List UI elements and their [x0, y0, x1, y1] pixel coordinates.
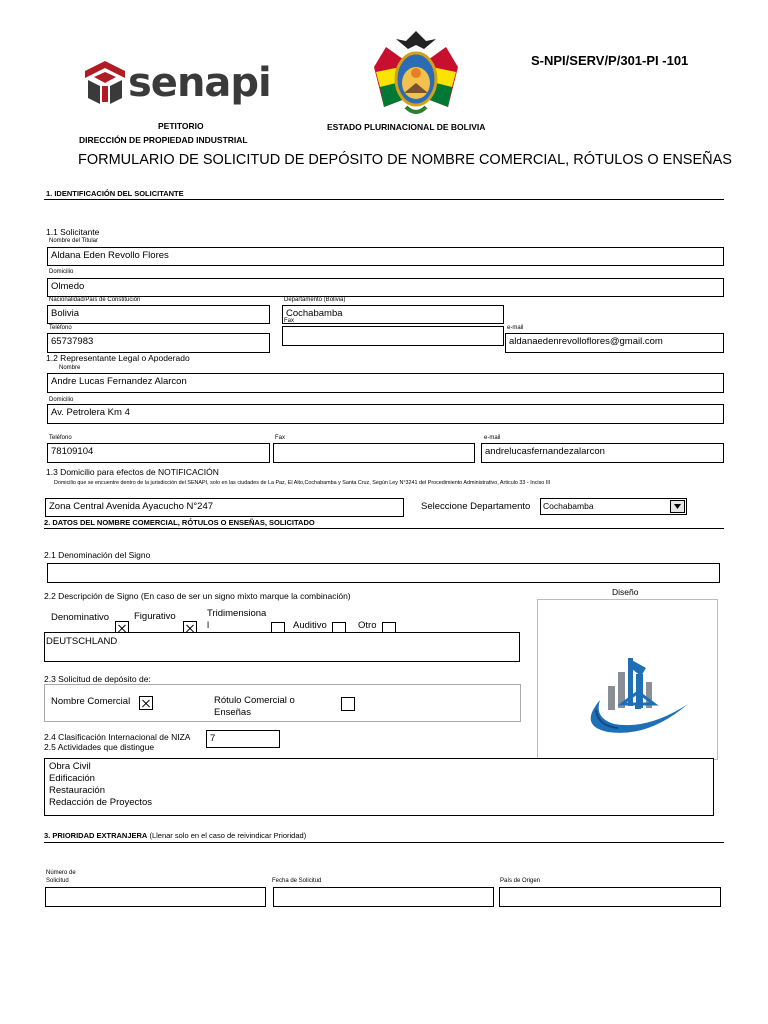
fecha-solicitud-field[interactable] [273, 887, 494, 907]
email-field[interactable]: aldanaedenrevolloflores@gmail.com [505, 333, 724, 353]
rep-telefono-label: Teléfono [49, 435, 72, 441]
rep-domicilio-field[interactable]: Av. Petrolera Km 4 [47, 404, 724, 424]
direccion-label: DIRECCIÓN DE PROPIEDAD INDUSTRIAL [79, 135, 248, 145]
rep-fax-label: Fax [275, 435, 286, 441]
domicilio-label: Domicilio [49, 269, 74, 275]
estado-label: ESTADO PLURINACIONAL DE BOLIVIA [327, 122, 486, 132]
section3-rule [44, 842, 724, 843]
rep-nombre-label: Nombre [59, 365, 81, 371]
nombre-comercial-label: Nombre Comercial [51, 696, 131, 707]
tridimensional-label-2: l [207, 620, 210, 631]
departamento-field[interactable]: Cochabamba [282, 305, 504, 324]
actividad-item: Redacción de Proyectos [49, 797, 152, 808]
telefono-label: Teléfono [49, 325, 72, 331]
coat-of-arms-image [366, 27, 466, 119]
denominacion-field[interactable] [47, 563, 720, 583]
senapi-logo [80, 58, 270, 110]
senapi-logo-text: senapi [128, 60, 271, 106]
rotulo-label-2: Enseñas [214, 707, 251, 718]
solicitud-label: 2.3 Solicitud de depósito de: [44, 674, 151, 684]
denominativo-label: Denominativo [51, 612, 110, 623]
section2-title: 2. DATOS DEL NOMBRE COMERCIAL, RÓTULOS O ENSEÑAS, SOLICITADO [44, 518, 315, 527]
signo-text-value: DEUTSCHLAND [46, 636, 118, 647]
actividad-item: Obra Civil [49, 761, 91, 772]
domicilio-field[interactable]: Olmedo [47, 278, 724, 297]
pais-origen-label: País de Origen [500, 878, 541, 884]
tridimensional-label-1: Tridimensiona [207, 608, 267, 619]
numero-solicitud-label-1: Número de [46, 870, 76, 876]
representante-label: 1.2 Representante Legal o Apoderado [46, 353, 190, 363]
section1-rule [44, 199, 724, 200]
nombre-titular-label: Nombre del Titular [49, 238, 99, 244]
diseno-image-frame[interactable] [537, 599, 718, 760]
fax-field[interactable] [282, 326, 504, 346]
fax-label: Fax [284, 318, 295, 324]
denominacion-label: 2.1 Denominación del Signo [44, 550, 151, 560]
section2-rule [44, 528, 724, 529]
rep-email-label: e-mail [484, 435, 501, 441]
section3-title-rest: (Llenar solo en el caso de reivindicar Prioridad) [147, 831, 307, 840]
departamento-select-value: Cochabamba [543, 501, 594, 511]
actividad-item: Restauración [49, 785, 105, 796]
departamento-select[interactable] [540, 498, 687, 515]
seleccione-departamento-label: Seleccione Departamento [421, 501, 531, 512]
fecha-solicitud-label: Fecha de Solicitud [272, 878, 322, 884]
section3-title-bold: 3. PRIORIDAD EXTRANJERA [44, 831, 148, 840]
rep-domicilio-label: Domicilio [49, 397, 74, 403]
rotulo-checkbox[interactable] [341, 697, 355, 711]
figurativo-label: Figurativo [134, 611, 176, 622]
solicitante-label: 1.1 Solicitante [46, 227, 100, 237]
nacionalidad-label: Nacionalidad/País de Constitución [49, 297, 141, 303]
rep-telefono-field[interactable]: 78109104 [47, 443, 270, 463]
section3-title [44, 831, 306, 840]
notificacion-label: 1.3 Domicilio para efectos de NOTIFICACIÓN [46, 467, 219, 477]
otro-label: Otro [358, 620, 377, 631]
nacionalidad-field[interactable]: Bolivia [47, 305, 270, 324]
numero-solicitud-label-2: Solicitud [46, 878, 69, 884]
diseno-label: Diseño [612, 587, 639, 597]
petitorio-label: PETITORIO [158, 121, 204, 131]
form-title: FORMULARIO DE SOLICITUD DE DEPÓSITO DE NOMBRE COMERCIAL, RÓTULOS O ENSEÑAS [78, 152, 732, 168]
notificacion-domicilio-field[interactable]: Zona Central Avenida Ayacucho N°247 [45, 498, 404, 517]
rep-email-field[interactable]: andrelucasfernandezalarcon [481, 443, 724, 463]
descripcion-label: 2.2 Descripción de Signo (En caso de ser un signo mixto marque la combinación) [44, 591, 351, 601]
signo-text-field[interactable] [44, 632, 520, 662]
notificacion-note: Domicilio que se encuentre dentro de la jurisdicción del SENAPI, solo en las ciudades de La Paz, El Alto,Cochabamba y Santa Cruz, Según Ley N°3241 del Procedimiento Administrativo, Articulo 33 - Inciso III [54, 480, 551, 486]
rep-nombre-field[interactable]: Andre Lucas Fernandez Alarcon [47, 373, 724, 393]
departamento-label: Departamento (Bolivia) [284, 297, 346, 303]
actividades-label: 2.5 Actividades que distingue [44, 742, 155, 752]
email-label: e-mail [507, 325, 524, 331]
nombre-titular-field[interactable]: Aldana Eden Revollo Flores [47, 247, 724, 266]
rep-fax-field[interactable] [273, 443, 475, 463]
section1-title: 1. IDENTIFICACIÓN DEL SOLICITANTE [46, 189, 184, 198]
building-logo-image [538, 600, 717, 759]
document-code: S-NPI/SERV/P/301-PI -101 [531, 53, 689, 68]
senapi-logo-icon [80, 58, 130, 108]
numero-solicitud-field[interactable] [45, 887, 266, 907]
rotulo-label-1: Rótulo Comercial o [214, 695, 295, 706]
auditivo-label: Auditivo [293, 620, 327, 631]
dropdown-arrow-icon[interactable] [670, 500, 685, 513]
niza-field[interactable]: 7 [206, 730, 280, 748]
nombre-comercial-checkbox[interactable] [139, 696, 153, 710]
telefono-field[interactable]: 65737983 [47, 333, 270, 353]
pais-origen-field[interactable] [499, 887, 721, 907]
actividades-field[interactable] [44, 758, 714, 816]
niza-label: 2.4 Clasificación Internacional de NIZA [44, 732, 191, 742]
actividad-item: Edificación [49, 773, 95, 784]
